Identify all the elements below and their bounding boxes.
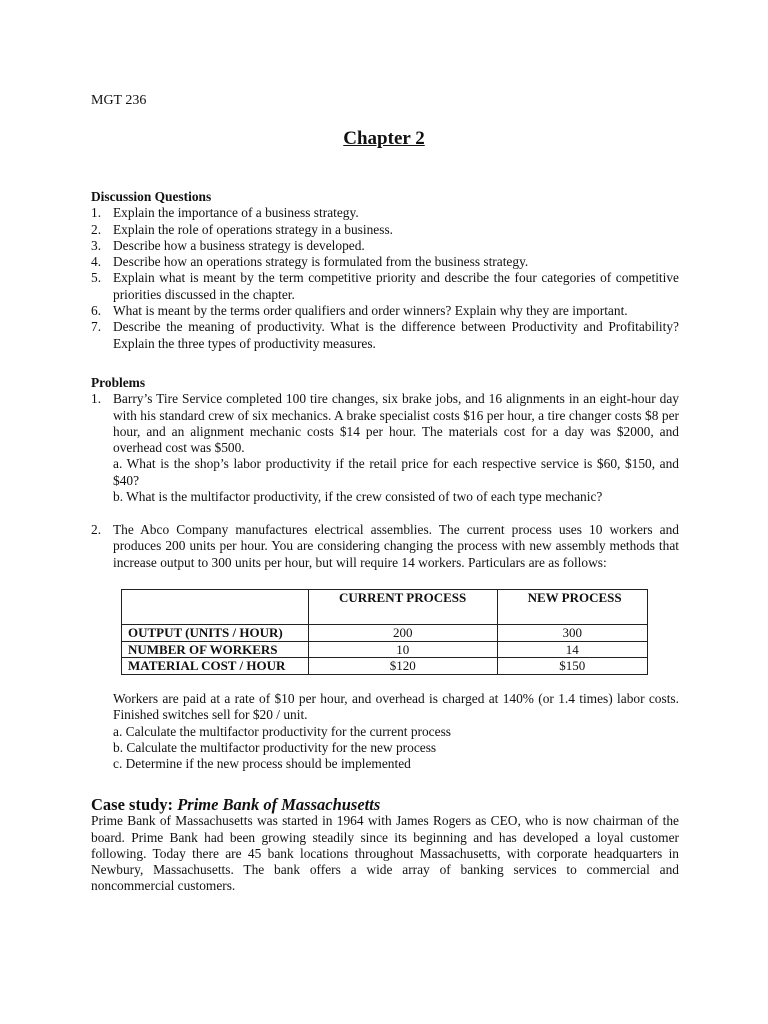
problems-heading: Problems <box>91 375 146 390</box>
discussion-section <box>91 189 679 352</box>
problem-1-part-a: a. What is the shop’s labor productivity if the retail price for each respective service is $60, $150, and $40? <box>113 456 679 488</box>
case-study-section <box>91 797 679 895</box>
problem-2-after-text: Workers are paid at a rate of $10 per hour, and overhead is charged at 140% (or 1.4 times) labor costs. Finished switches sell for $20 / unit. <box>113 691 679 723</box>
chapter-title: Chapter 2 <box>343 128 425 149</box>
table-row: NUMBER OF WORKERS 10 14 <box>122 641 648 658</box>
problems-section <box>91 375 679 505</box>
problem-2-part-a: a. Calculate the multifactor productivity for the current process <box>113 723 451 739</box>
discussion-heading: Discussion Questions <box>91 189 212 204</box>
col-new: NEW PROCESS <box>497 590 647 625</box>
discussion-list <box>91 205 679 352</box>
course-code: MGT 236 <box>91 93 147 108</box>
list-item: 7. Describe the meaning of productivity. What is the difference between Productivity and Profitability? Explain the three types of productivity measures. <box>91 319 679 351</box>
case-study-title: Case study: Prime Bank of Massachusetts <box>91 795 381 814</box>
list-item: 5. Explain what is meant by the term competitive priority and describe the four categories of competitive priorities discussed in the chapter. <box>91 270 679 302</box>
table-row: MATERIAL COST / HOUR $120 $150 <box>122 658 648 675</box>
problem-2-text: The Abco Company manufactures electrical assemblies. The current process uses 10 workers and produces 200 units per hour. You are considering changing the process with new assembly methods that increase output to 300 units per hour, but will require 14 workers. Particulars are as follows: <box>113 522 679 570</box>
table-row: OUTPUT (UNITS / HOUR) 200 300 <box>122 625 648 642</box>
problem-2-part-c: c. Determine if the new process should be implemented <box>113 756 411 772</box>
problem-2-part-b: b. Calculate the multifactor productivity for the new process <box>113 739 437 755</box>
list-item: 3. Describe how a business strategy is developed. <box>91 237 365 253</box>
table-row <box>122 590 648 625</box>
list-item: 2. Explain the role of operations strategy in a business. <box>91 221 394 237</box>
process-table <box>121 589 648 675</box>
problem-1-part-b: b. What is the multifactor productivity, if the crew consisted of two of each type mechanic? <box>113 489 603 505</box>
list-item: 1. Explain the importance of a business strategy. <box>91 205 359 221</box>
list-item: 6. What is meant by the terms order qualifiers and order winners? Explain why they are important. <box>91 303 628 319</box>
problem-1: 1. Barry’s Tire Service completed 100 tire changes, six brake jobs, and 16 alignments in an eight-hour day with his standard crew of six mechanics. A brake specialist costs $16 per hour, a tire changer costs $8 per hour, and an alignment mechanic costs $14 per hour. The materials cost for a day was $2000, and overhead cost was $500. a. What is the shop’s labor productivity if the retail price for each respective service is $60, $150, and $40? b. What is the multifactor productivity, if the crew consisted of two of each type mechanic? <box>91 391 679 505</box>
problem-2-followup <box>113 691 679 772</box>
problem-1-text: Barry’s Tire Service completed 100 tire changes, six brake jobs, and 16 alignments in an eight-hour day with his standard crew of six mechanics. A brake specialist costs $16 per hour, a tire changer costs $8 per hour, and an alignment mechanic costs $14 per hour. The materials cost for a day was $2000, and overhead cost was $500. <box>113 391 679 456</box>
col-current: CURRENT PROCESS <box>309 590 498 625</box>
case-study-text: Prime Bank of Massachusetts was started in 1964 with James Rogers as CEO, who is now chairman of the board. Prime Bank had been growing steadily since its beginning and has developed a loyal customer following. Today there are 45 bank locations throughout Massachusetts, with corporate headquarters in Newbury, Massachusetts. The bank offers a wide array of banking services to commercial and noncommercial customers. <box>91 813 679 894</box>
problem-2: 2. The Abco Company manufactures electrical assemblies. The current process uses 10 workers and produces 200 units per hour. You are considering changing the process with new assembly methods that increase output to 300 units per hour, but will require 14 workers. Particulars are as follows: <box>91 522 679 570</box>
list-item: 4. Describe how an operations strategy is formulated from the business strategy. <box>91 254 529 270</box>
